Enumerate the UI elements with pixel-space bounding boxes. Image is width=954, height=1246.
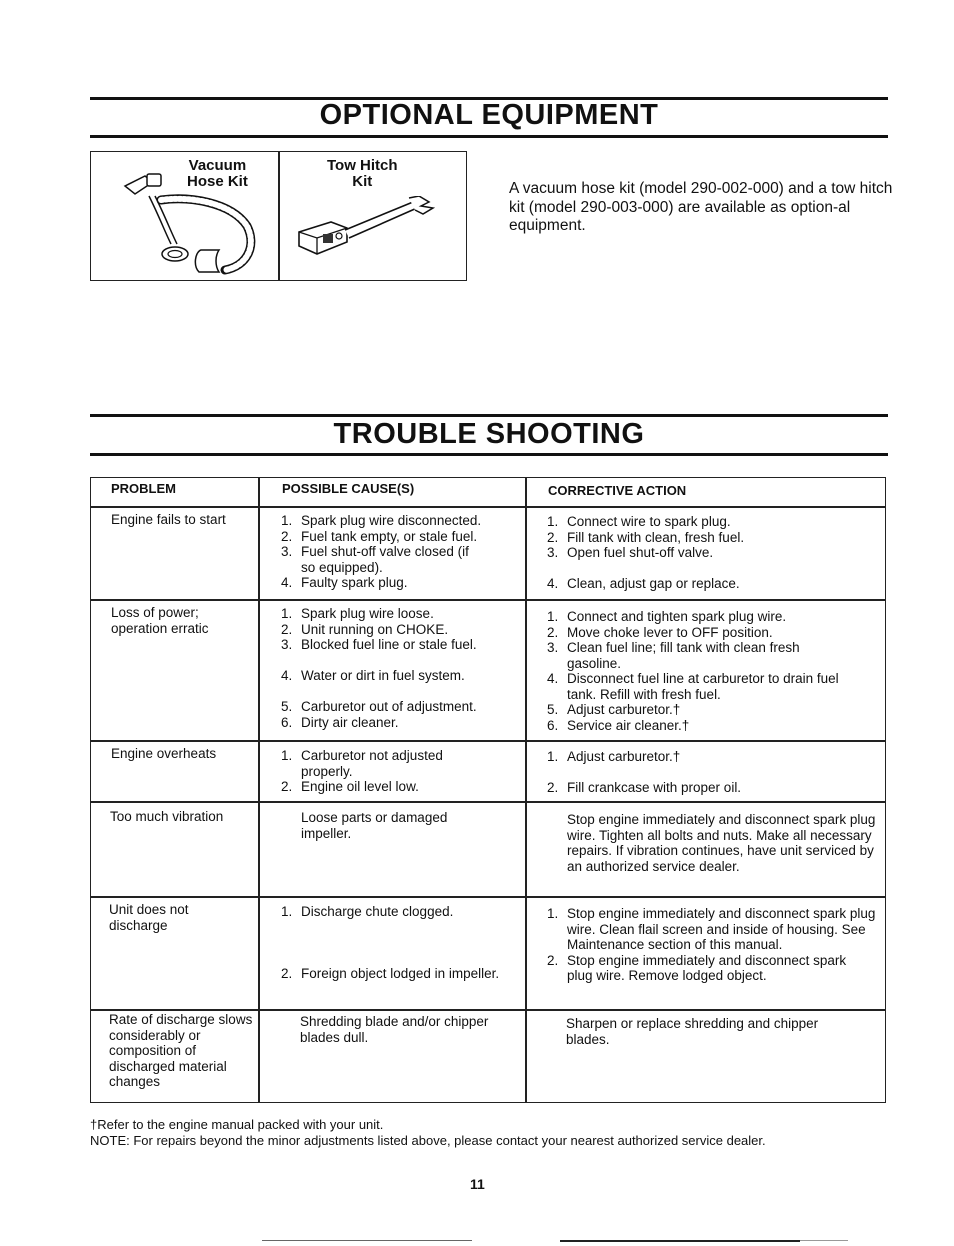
problem-cell: Rate of discharge slows considerably or composition of discharged material changes bbox=[109, 1012, 253, 1089]
cause-item: 2. Engine oil level low. bbox=[281, 779, 419, 794]
action-item: 2. Stop engine immediately and disconnect spark plug wire. Remove lodged object. bbox=[547, 952, 847, 983]
cause-item: 3. Blocked fuel line or stale fuel. bbox=[281, 637, 477, 652]
actions-cell bbox=[547, 749, 867, 796]
actions-cell bbox=[547, 514, 877, 592]
vacuum-hose-kit-label: Vacuum Hose Kit bbox=[187, 157, 248, 190]
tow-hitch-kit-label: Tow Hitch Kit bbox=[327, 157, 398, 190]
cause-item: 2. Fuel tank empty, or stale fuel. bbox=[281, 528, 478, 544]
action-item: Stop engine immediately and disconnect spark plug wire. Tighten all bolts and nuts. Make all necessary repairs. If vibration continues, have unit serviced by an authorized service dealer. bbox=[567, 812, 876, 874]
trouble-shooting-title: TROUBLE SHOOTING bbox=[333, 418, 645, 450]
action-item: 4. Disconnect fuel line at carburetor to drain fuel tank. Refill with fresh fuel. bbox=[547, 671, 839, 702]
actions-cell bbox=[547, 906, 876, 984]
cause-item: 5. Carburetor out of adjustment. bbox=[281, 699, 477, 714]
action-item: 5. Adjust carburetor.† bbox=[547, 702, 681, 717]
row-divider-1 bbox=[91, 599, 885, 601]
action-item: 4. Clean, adjust gap or replace. bbox=[547, 576, 740, 591]
scan-line bbox=[800, 1240, 848, 1241]
tow-hitch-kit-illustration bbox=[291, 196, 441, 266]
cause-item: 1. Discharge chute clogged. bbox=[281, 904, 454, 919]
action-item: 6. Service air cleaner.† bbox=[547, 717, 690, 733]
header-divider bbox=[91, 506, 885, 508]
causes-cell bbox=[281, 904, 521, 982]
vacuum-hose-kit-illustration bbox=[119, 166, 259, 276]
cause-item: 4. Faulty spark plug. bbox=[281, 575, 408, 590]
trouble-top-rule bbox=[90, 414, 888, 417]
causes-cell bbox=[281, 606, 521, 730]
cause-item: 2. Foreign object lodged in impeller. bbox=[281, 966, 500, 981]
action-item: 1. Stop engine immediately and disconnect spark plug wire. Clean flail screen and inside of housing. See Maintenance section of this manual. bbox=[547, 906, 876, 952]
cause-item: 3. Fuel shut-off valve closed (if so equipped). bbox=[281, 544, 469, 575]
action-item: 2. Move choke lever to OFF position. bbox=[547, 624, 773, 640]
problem-cell: Loss of power; operation erratic bbox=[111, 605, 209, 636]
row-divider-5 bbox=[91, 1009, 885, 1011]
scan-line bbox=[262, 1240, 472, 1241]
action-item: 3. Clean fuel line; fill tank with clean fresh gasoline. bbox=[547, 640, 800, 671]
optional-title-underline bbox=[90, 135, 888, 138]
scan-line bbox=[560, 1240, 800, 1242]
problem-cell: Too much vibration bbox=[110, 809, 224, 824]
cause-item: 1. Spark plug wire disconnected. bbox=[281, 513, 482, 528]
cause-item: Shredding blade and/or chipper blades dull. bbox=[300, 1014, 489, 1045]
action-item: 3. Open fuel shut-off valve. bbox=[547, 545, 714, 560]
actions-cell bbox=[547, 609, 867, 733]
causes-cell bbox=[300, 1014, 520, 1045]
row-divider-4 bbox=[91, 896, 885, 898]
action-item: 1. Connect wire to spark plug. bbox=[547, 514, 731, 529]
equipment-box-divider bbox=[278, 152, 280, 280]
note: NOTE: For repairs beyond the minor adjustments listed above, please contact your nearest authorized service dealer. bbox=[90, 1133, 766, 1148]
footnote: †Refer to the engine manual packed with your unit. bbox=[90, 1117, 384, 1132]
actions-cell bbox=[567, 812, 883, 874]
action-item: 2. Fill crankcase with proper oil. bbox=[547, 780, 742, 795]
cause-item: 1. Spark plug wire loose. bbox=[281, 606, 434, 621]
cause-item: 4. Water or dirt in fuel system. bbox=[281, 668, 465, 683]
causes-cell bbox=[301, 810, 481, 841]
cause-item: 2. Unit running on CHOKE. bbox=[281, 621, 449, 637]
causes-cell bbox=[281, 513, 521, 591]
action-item: Sharpen or replace shredding and chipper blades. bbox=[566, 1016, 819, 1047]
header-corrective-action: CORRECTIVE ACTION bbox=[548, 483, 687, 498]
cause-item: 6. Dirty air cleaner. bbox=[281, 714, 399, 730]
row-divider-2 bbox=[91, 740, 885, 742]
trouble-shooting-table bbox=[90, 477, 886, 1103]
row-divider-3 bbox=[91, 801, 885, 803]
actions-cell bbox=[566, 1016, 856, 1047]
problem-cell: Engine fails to start bbox=[111, 512, 226, 527]
problem-cell: Engine overheats bbox=[111, 746, 217, 761]
problem-cell: Unit does not discharge bbox=[109, 902, 189, 933]
causes-cell bbox=[281, 748, 521, 795]
optional-equipment-box bbox=[90, 151, 467, 281]
trouble-title-underline bbox=[90, 453, 888, 456]
action-item: 1. Connect and tighten spark plug wire. bbox=[547, 609, 787, 624]
optional-equipment-title: OPTIONAL EQUIPMENT bbox=[319, 99, 659, 131]
action-item: 1. Adjust carburetor.† bbox=[547, 749, 681, 764]
optional-equipment-description: A vacuum hose kit (model 290-002-000) and a tow hitch kit (model 290-003-000) are available as option-al equipment. bbox=[509, 180, 893, 234]
header-problem: PROBLEM bbox=[111, 481, 176, 496]
cause-item: 1. Carburetor not adjusted properly. bbox=[281, 748, 443, 779]
cause-item: Loose parts or damaged impeller. bbox=[301, 810, 448, 841]
page-number: 11 bbox=[470, 1176, 485, 1192]
action-item: 2. Fill tank with clean, fresh fuel. bbox=[547, 529, 745, 545]
header-possible-causes: POSSIBLE CAUSE(S) bbox=[282, 481, 415, 496]
